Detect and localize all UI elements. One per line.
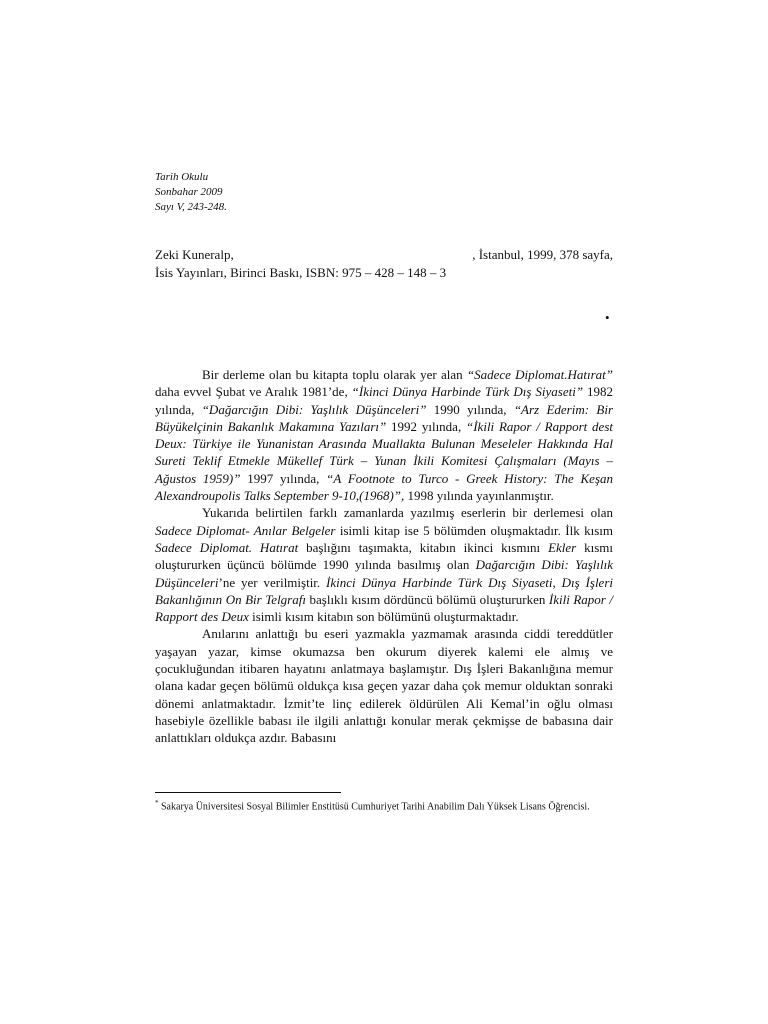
italic-title: Sadece Diplomat- Anılar Belgeler xyxy=(155,522,336,538)
paragraph-2-text: başlıklı kısım dördüncü bölümü oluştururken xyxy=(305,591,549,607)
paragraph-1-text: 1992 yılında, xyxy=(386,418,466,434)
paragraph-1-text: 1990 yılında, xyxy=(426,401,514,417)
footnote xyxy=(155,797,615,813)
book-citation xyxy=(155,246,613,282)
citation-author: Zeki Kuneralp, xyxy=(155,247,234,262)
journal-issue: Sonbahar 2009 xyxy=(155,186,223,198)
paragraph-2-text: isimli kitap ise 5 bölümden oluşmaktadır. İlk kısım xyxy=(335,522,613,538)
book-title-ikili-rapor: “İkili Rapor / Rapport dest Deux: Türkiye ile Yunanistan Arasında Muallakta Bulunan Meseleler Hakkında Hal Sureti Teklif Etmekle Mükellef Türk – Yunan İkili Komitesi Çalışmaları (Mayıs – Ağustos 1959)” xyxy=(155,418,613,486)
journal-name: Tarih Okulu xyxy=(155,171,209,183)
footnote-divider xyxy=(155,792,341,793)
paragraph-1 xyxy=(155,366,613,504)
paragraph-1-text: daha evvel Şubat ve Aralık 1981’de, xyxy=(155,384,352,400)
italic-title: Ekler xyxy=(548,539,577,555)
paragraph-2-text: başlığını taşımakta, kitabın ikinci kısmını xyxy=(298,539,549,555)
paragraph-3: Anılarını anlattığı bu eseri yazmakla yazmamak arasında ciddi tereddütler yaşayan yazar, kimse okumazsa ben okurum diyerek kalemi ele almış ve çocukluğundan itibaren hayatını anlatmaya başlamıştır. Dış İşleri Bakanlığına memur olana kadar geçen bölümü oldukça kısa geçen yazar daha çok memur olduktan sonraki dönemi anlatmaktadır. İzmit’te linç edilerek öldürülen Ali Kemal’in oğlu olması hasebiyle özellikle babası ile ilgili anlattığı konular merak çekmişse de babasına dair anlattıkları oldukça azdır. Babasını xyxy=(155,626,613,746)
book-title-ikinci-dunya: “İkinci Dünya Harbinde Türk Dış Siyaseti” xyxy=(351,384,584,400)
paragraph-1-text: 1998 yılında yayınlanmıştır. xyxy=(404,488,554,504)
paragraph-1-text: Bir derleme olan bu kitapta toplu olarak yer alan xyxy=(202,367,467,382)
book-title-dagarcigin-dibi: “Dağarcığın Dibi: Yaşlılık Düşünceleri” xyxy=(201,401,427,417)
journal-header xyxy=(155,170,227,215)
paragraph-2-text: isimli kısım kitabın son bölümünü oluşturmaktadır. xyxy=(248,609,519,625)
journal-volume-pages: Sayı V, 243-248. xyxy=(155,201,227,213)
italic-title: İkinci Dünya Harbinde Türk Dış Siyaseti, Dış İşleri Bakanlığının On Bir Telgrafı xyxy=(155,574,613,607)
book-title-footnote-turco-greek: “A Footnote to Turco - Greek History: The Keşan Alexandroupolis Talks September 9-10,(1968)”, xyxy=(155,470,613,504)
footnote-mark: * xyxy=(155,799,159,807)
paragraph-2 xyxy=(155,504,613,625)
book-title-arz-ederim: “Arz Ederim: Bir Büyükelçinin Bakanlık Makamına Yazıları” xyxy=(155,401,614,434)
italic-title: İkili Rapor / Rapport des Deux xyxy=(155,591,614,625)
review-body xyxy=(155,366,613,747)
italic-title: Sadece Diplomat. Hatırat xyxy=(155,539,299,555)
paragraph-2-text: ’ne yer verilmiştir. xyxy=(218,574,327,590)
paragraph-1-text: 1982 yılında, xyxy=(155,384,614,417)
footnote-marker-bullet: • xyxy=(605,310,610,325)
paragraph-2-text: Yukarıda belirtilen farklı zamanlarda yazılmış eserlerin bir derlemesi olan xyxy=(202,505,613,521)
citation-publisher-line: İsis Yayınları, Birinci Baskı, ISBN: 975 – 428 – 148 – 3 xyxy=(155,265,447,280)
italic-title: Dağarcığın Dibi: Yaşlılık Düşünceleri xyxy=(155,557,613,590)
book-title-sadece-diplomat: “Sadece Diplomat.Hatırat” xyxy=(466,367,613,382)
paragraph-1-text: 1997 yılında, xyxy=(240,470,327,486)
footnote-text: Sakarya Üniversitesi Sosyal Bilimler Enstitüsü Cumhuriyet Tarihi Anabilim Dalı Yüksek Lisans Öğrencisi. xyxy=(158,801,590,813)
paragraph-2-text: kısmı oluştururken üçüncü bölümde 1990 yılında basılmış olan xyxy=(155,539,613,573)
citation-line-1 xyxy=(155,246,613,264)
citation-place-year-pages: , İstanbul, 1999, 378 sayfa, xyxy=(472,247,613,262)
